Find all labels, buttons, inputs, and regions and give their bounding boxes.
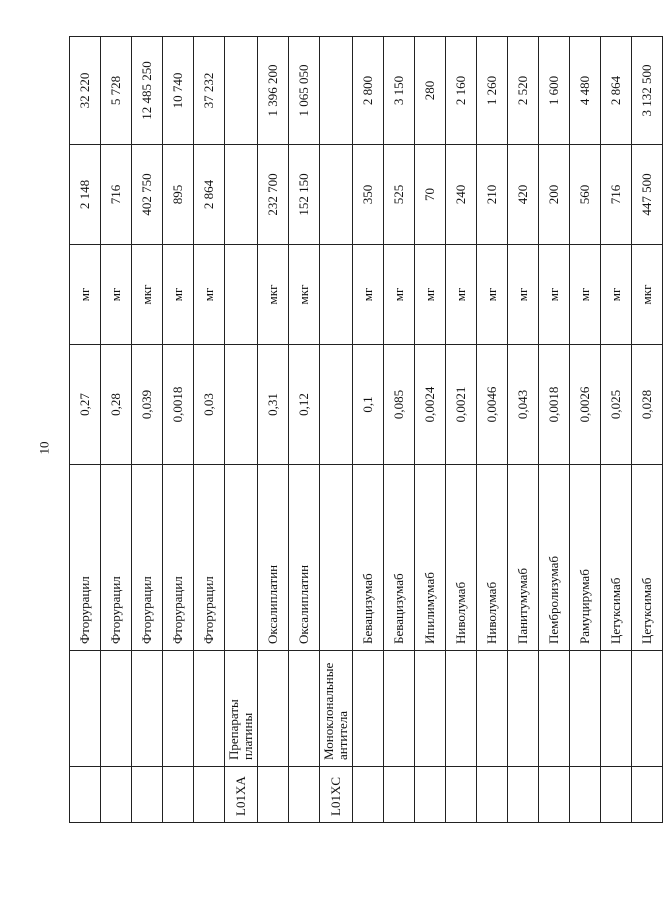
group-name-cell xyxy=(508,651,539,767)
atc-code-cell xyxy=(415,767,446,823)
table-row xyxy=(415,37,446,823)
dose-cell: 0,0046 xyxy=(477,345,508,465)
quantity-cell: 2 148 xyxy=(70,145,101,245)
dose-cell xyxy=(320,345,353,465)
drug-name-cell: Фторурацил xyxy=(70,465,101,651)
table-row xyxy=(570,37,601,823)
atc-code-cell xyxy=(163,767,194,823)
group-name-cell xyxy=(163,651,194,767)
dose-cell: 0,0018 xyxy=(539,345,570,465)
atc-code-cell xyxy=(601,767,632,823)
total-cell: 2 800 xyxy=(353,37,384,145)
table-row xyxy=(632,37,663,823)
group-name-cell xyxy=(477,651,508,767)
drug-name-cell: Цетуксимаб xyxy=(601,465,632,651)
total-cell: 1 260 xyxy=(477,37,508,145)
drug-name-cell: Фторурацил xyxy=(194,465,225,651)
group-name-cell xyxy=(601,651,632,767)
atc-code-cell xyxy=(539,767,570,823)
quantity-cell: 420 xyxy=(508,145,539,245)
total-cell: 5 728 xyxy=(101,37,132,145)
unit-cell: мг xyxy=(415,245,446,345)
quantity-cell: 70 xyxy=(415,145,446,245)
unit-cell xyxy=(225,245,258,345)
table-row xyxy=(258,37,289,823)
drug-name-cell: Бевацизумаб xyxy=(384,465,415,651)
unit-cell: мг xyxy=(477,245,508,345)
total-cell: 280 xyxy=(415,37,446,145)
group-name-cell xyxy=(258,651,289,767)
atc-code-cell: L01XC xyxy=(320,767,353,823)
dose-cell: 0,03 xyxy=(194,345,225,465)
group-name-cell xyxy=(289,651,320,767)
quantity-cell: 895 xyxy=(163,145,194,245)
group-name-cell xyxy=(194,651,225,767)
group-name-cell xyxy=(446,651,477,767)
atc-code-cell xyxy=(194,767,225,823)
unit-cell: мг xyxy=(353,245,384,345)
table-row xyxy=(225,37,258,823)
atc-code-cell xyxy=(101,767,132,823)
drug-name-cell: Бевацизумаб xyxy=(353,465,384,651)
drug-name-cell: Фторурацил xyxy=(163,465,194,651)
unit-cell: мкг xyxy=(258,245,289,345)
drug-name-cell: Рамуцирумаб xyxy=(570,465,601,651)
quantity-cell: 2 864 xyxy=(194,145,225,245)
group-name-cell xyxy=(132,651,163,767)
quantity-cell: 210 xyxy=(477,145,508,245)
table-row xyxy=(320,37,353,823)
unit-cell: мг xyxy=(194,245,225,345)
total-cell: 1 600 xyxy=(539,37,570,145)
total-cell xyxy=(320,37,353,145)
quantity-cell: 232 700 xyxy=(258,145,289,245)
dose-cell: 0,028 xyxy=(632,345,663,465)
group-name-cell xyxy=(101,651,132,767)
total-cell: 1 065 050 xyxy=(289,37,320,145)
atc-code-cell xyxy=(632,767,663,823)
dose-cell: 0,28 xyxy=(101,345,132,465)
table-row xyxy=(508,37,539,823)
total-cell: 10 740 xyxy=(163,37,194,145)
unit-cell: мг xyxy=(163,245,194,345)
atc-code-cell xyxy=(132,767,163,823)
dose-cell: 0,12 xyxy=(289,345,320,465)
quantity-cell: 200 xyxy=(539,145,570,245)
unit-cell: мг xyxy=(601,245,632,345)
quantity-cell xyxy=(320,145,353,245)
dose-cell: 0,039 xyxy=(132,345,163,465)
dose-cell: 0,0018 xyxy=(163,345,194,465)
group-name-cell: Препараты платины xyxy=(225,651,258,767)
total-cell: 3 150 xyxy=(384,37,415,145)
total-cell: 12 485 250 xyxy=(132,37,163,145)
group-name-cell: Моноклональные антитела xyxy=(320,651,353,767)
atc-code-cell xyxy=(258,767,289,823)
group-name-cell xyxy=(415,651,446,767)
dose-cell: 0,31 xyxy=(258,345,289,465)
group-name-cell xyxy=(353,651,384,767)
quantity-cell: 716 xyxy=(101,145,132,245)
atc-code-cell xyxy=(384,767,415,823)
table-row xyxy=(194,37,225,823)
dose-cell xyxy=(225,345,258,465)
drug-table-body xyxy=(70,37,663,823)
group-name-cell xyxy=(570,651,601,767)
quantity-cell: 240 xyxy=(446,145,477,245)
unit-cell: мг xyxy=(508,245,539,345)
drug-table xyxy=(69,36,663,823)
quantity-cell: 525 xyxy=(384,145,415,245)
unit-cell: мкг xyxy=(289,245,320,345)
table-row xyxy=(101,37,132,823)
atc-code-cell xyxy=(508,767,539,823)
atc-code-cell xyxy=(70,767,101,823)
quantity-cell: 152 150 xyxy=(289,145,320,245)
table-row xyxy=(477,37,508,823)
table-row xyxy=(384,37,415,823)
drug-name-cell xyxy=(225,465,258,651)
unit-cell xyxy=(320,245,353,345)
atc-code-cell xyxy=(353,767,384,823)
unit-cell: мг xyxy=(70,245,101,345)
rotated-table-container xyxy=(69,37,654,823)
table-row xyxy=(163,37,194,823)
unit-cell: мг xyxy=(539,245,570,345)
total-cell: 32 220 xyxy=(70,37,101,145)
drug-name-cell: Ниволумаб xyxy=(446,465,477,651)
atc-code-cell xyxy=(289,767,320,823)
total-cell: 2 520 xyxy=(508,37,539,145)
drug-name-cell: Пембролизумаб xyxy=(539,465,570,651)
group-name-cell xyxy=(70,651,101,767)
total-cell: 4 480 xyxy=(570,37,601,145)
dose-cell: 0,085 xyxy=(384,345,415,465)
total-cell: 1 396 200 xyxy=(258,37,289,145)
unit-cell: мкг xyxy=(132,245,163,345)
unit-cell: мкг xyxy=(632,245,663,345)
table-row xyxy=(539,37,570,823)
drug-name-cell: Панитумумаб xyxy=(508,465,539,651)
drug-name-cell: Цетуксимаб xyxy=(632,465,663,651)
dose-cell: 0,27 xyxy=(70,345,101,465)
dose-cell: 0,1 xyxy=(353,345,384,465)
total-cell: 2 864 xyxy=(601,37,632,145)
total-cell: 3 132 500 xyxy=(632,37,663,145)
atc-code-cell xyxy=(446,767,477,823)
dose-cell: 0,043 xyxy=(508,345,539,465)
group-name-cell xyxy=(632,651,663,767)
group-name-cell xyxy=(539,651,570,767)
quantity-cell: 402 750 xyxy=(132,145,163,245)
table-row xyxy=(446,37,477,823)
table-row xyxy=(601,37,632,823)
atc-code-cell xyxy=(570,767,601,823)
dose-cell: 0,025 xyxy=(601,345,632,465)
drug-name-cell: Фторурацил xyxy=(101,465,132,651)
drug-name-cell: Ниволумаб xyxy=(477,465,508,651)
drug-name-cell: Оксалиплатин xyxy=(289,465,320,651)
dose-cell: 0,0024 xyxy=(415,345,446,465)
drug-name-cell xyxy=(320,465,353,651)
drug-name-cell: Оксалиплатин xyxy=(258,465,289,651)
quantity-cell: 350 xyxy=(353,145,384,245)
table-row xyxy=(132,37,163,823)
table-row xyxy=(353,37,384,823)
atc-code-cell: L01XA xyxy=(225,767,258,823)
unit-cell: мг xyxy=(446,245,477,345)
quantity-cell: 716 xyxy=(601,145,632,245)
total-cell: 37 232 xyxy=(194,37,225,145)
dose-cell: 0,0021 xyxy=(446,345,477,465)
dose-cell: 0,0026 xyxy=(570,345,601,465)
group-name-cell xyxy=(384,651,415,767)
quantity-cell xyxy=(225,145,258,245)
page-number: 10 xyxy=(36,441,52,455)
table-row xyxy=(70,37,101,823)
total-cell: 2 160 xyxy=(446,37,477,145)
unit-cell: мг xyxy=(570,245,601,345)
table-row xyxy=(289,37,320,823)
unit-cell: мг xyxy=(384,245,415,345)
drug-name-cell: Ипилимумаб xyxy=(415,465,446,651)
atc-code-cell xyxy=(477,767,508,823)
total-cell xyxy=(225,37,258,145)
unit-cell: мг xyxy=(101,245,132,345)
quantity-cell: 447 500 xyxy=(632,145,663,245)
quantity-cell: 560 xyxy=(570,145,601,245)
drug-name-cell: Фторурацил xyxy=(132,465,163,651)
